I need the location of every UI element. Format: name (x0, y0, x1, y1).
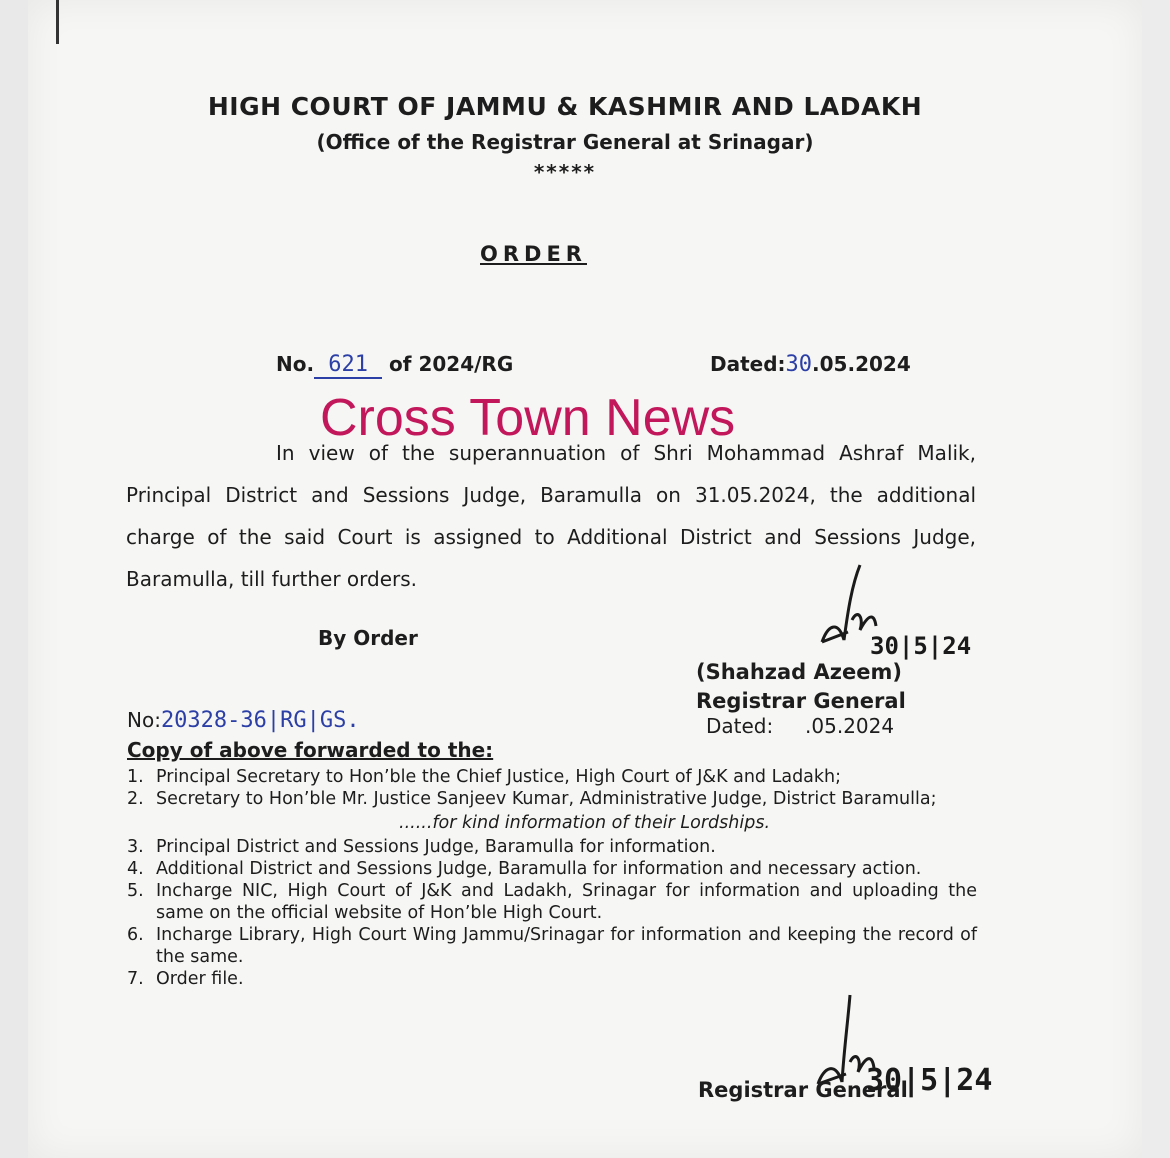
signatory-block (696, 658, 906, 716)
recipient-list (127, 766, 977, 990)
copy-heading: Copy of above forwarded to the: (127, 738, 494, 762)
order-title: ORDER (480, 242, 587, 266)
order-body-text: In view of the superannuation of Shri Mohammad Ashraf Malik, Principal District and Sessions Judge, Baramulla on 31.05.2024, the additional charge of the said Court is assigned to Additional District and Sessions Judge, Baramulla, till further orders. (126, 441, 976, 591)
footer-signatory-title: Registrar General (698, 1078, 908, 1102)
order-no-prefix: No. (276, 352, 315, 376)
list-item: 6. Incharge Library, High Court Wing Jammu/Srinagar for information and keeping the record of the same. (127, 925, 977, 967)
list-item: 5. Incharge NIC, High Court of J&K and Ladakh, Srinagar for information and uploading the same on the official website of Hon’ble High Court. (127, 881, 977, 923)
office-subtitle: (Office of the Registrar General at Srinagar) (316, 130, 814, 154)
list-item: 2. Secretary to Hon’ble Mr. Justice Sanjeev Kumar, Administrative Judge, District Baramulla; (127, 789, 937, 809)
forward-no-label: No: (127, 708, 161, 732)
list-item: 1. Principal Secretary to Hon’ble the Chief Justice, High Court of J&K and Ladakh; (127, 767, 842, 787)
signatory-title: Registrar General (696, 689, 906, 713)
signature-2-date: 30|5|24 (866, 1063, 993, 1098)
order-no-handwritten: 621 (314, 352, 382, 379)
dated-label: Dated: (710, 352, 786, 376)
by-order-label: By Order (318, 626, 418, 650)
order-number (276, 352, 513, 379)
forward-number (127, 708, 360, 733)
order-no-suffix: of 2024/RG (389, 352, 514, 376)
lordships-note: ......for kind information of their Lordships. (399, 813, 771, 833)
list-item: 4. Additional District and Sessions Judge, Baramulla for information and necessary action. (127, 859, 922, 879)
signature-1 (808, 560, 998, 670)
stars-divider: ***** (533, 160, 597, 184)
order-date (710, 352, 911, 377)
signature-1-date: 30|5|24 (870, 632, 972, 660)
signatory-dated: Dated: .05.2024 (706, 714, 895, 738)
list-item: 3. Principal District and Sessions Judge, Baramulla for information. (127, 837, 716, 857)
paper-edge-mark (56, 0, 59, 44)
dated-handwritten: 30 (785, 352, 813, 377)
signatory-name: (Shahzad Azeem) (696, 660, 902, 684)
dated-suffix: .05.2024 (812, 352, 911, 376)
watermark: Cross Town News (320, 389, 736, 447)
list-item: 7. Order file. (127, 969, 244, 989)
court-name: HIGH COURT OF JAMMU & KASHMIR AND LADAKH (207, 92, 923, 121)
forward-no-handwritten: 20328-36|RG|GS. (160, 708, 360, 733)
